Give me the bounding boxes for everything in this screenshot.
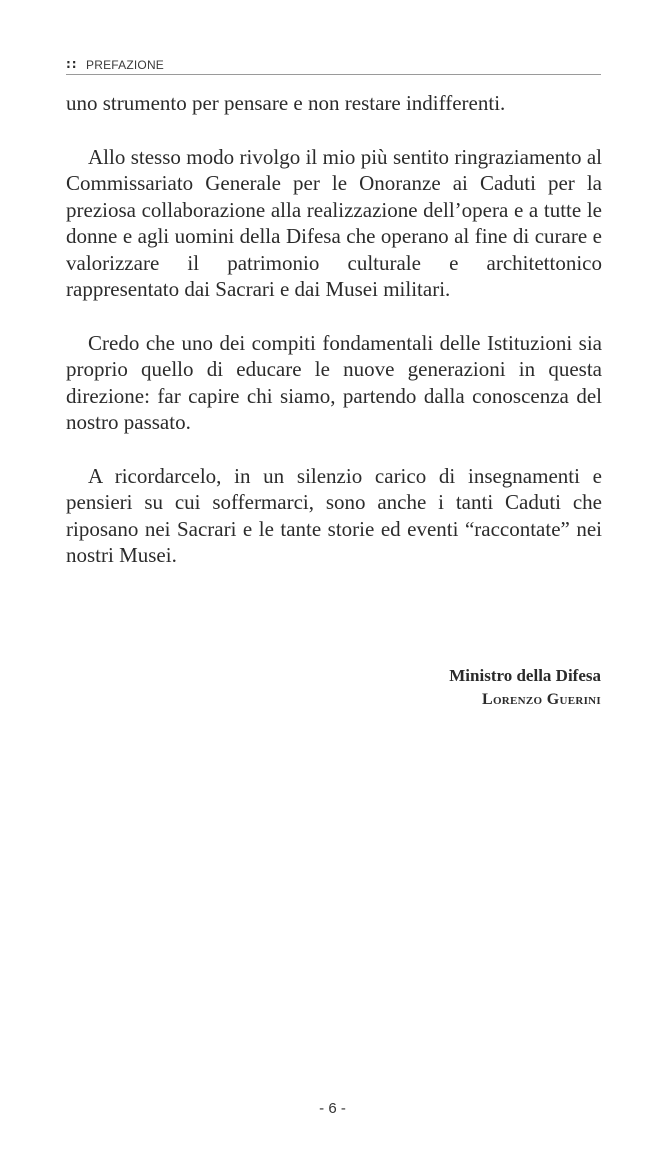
paragraph: A ricordarcelo, in un silenzio carico di insegnamenti e pensieri su cui soffermarci, sono anche i tanti Caduti che riposano nei Sacrari e le tante storie ed eventi “raccontate” nei nostri Musei. bbox=[66, 463, 602, 567]
header-bullet-icon: :: bbox=[66, 57, 78, 71]
paragraph: Credo che uno dei compiti fondamentali delle Istituzioni sia proprio quello di educare le nuove generazioni in questa direzione: far capire chi siamo, partendo dalla conoscenza del nostro passato. bbox=[66, 330, 602, 434]
paragraph-continuation: uno strumento per pensare e non restare indifferenti. bbox=[66, 91, 506, 115]
body-text bbox=[66, 90, 602, 596]
paragraph: Allo stesso modo rivolgo il mio più sentito ringraziamento al Commissariato Generale per le Onoranze ai Caduti per la preziosa collaborazione alla realizzazione dell’opera e a tutte le donne e agli uomini della Difesa che operano al fine di curare e valorizzare il patrimonio culturale e architettonico rappresentato dai Sacrari e dai Musei militari. bbox=[66, 144, 602, 301]
signature-block bbox=[449, 664, 601, 712]
signature-role: Ministro della Difesa bbox=[449, 666, 601, 685]
page-number: - 6 - bbox=[319, 1100, 346, 1117]
running-header bbox=[66, 56, 601, 75]
header-title: PREFAZIONE bbox=[86, 58, 165, 72]
signature-name: Lorenzo Guerini bbox=[481, 691, 601, 708]
